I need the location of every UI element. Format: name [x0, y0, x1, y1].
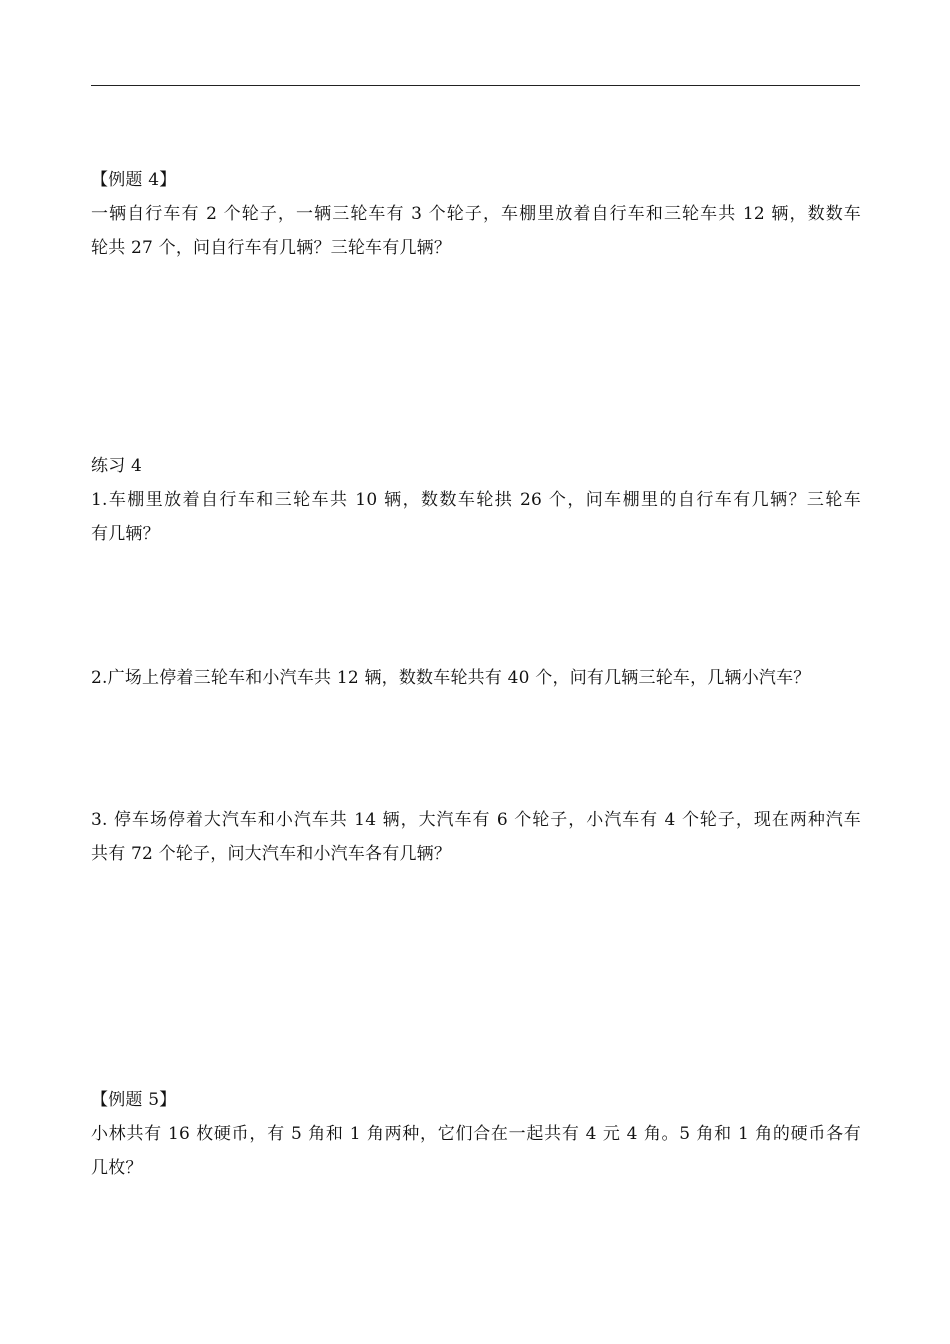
header-rule [91, 85, 860, 86]
example-4-text-line-1: 一辆自行车有 2 个轮子，一辆三轮车有 3 个轮子，车棚里放着自行车和三轮车共 12 辆，数数车 [91, 204, 861, 224]
practice-4-question-1-line-2: 有几辆？ [91, 524, 160, 544]
example-5-text-line-1: 小林共有 16 枚硬币，有 5 角和 1 角两种，它们合在一起共有 4 元 4 角。5 角和 1 角的硬币各有 [91, 1124, 861, 1144]
example-5-section [91, 1083, 861, 1185]
practice-4-question-3-line-1: 3. 停车场停着大汽车和小汽车共 14 辆，大汽车有 6 个轮子，小汽车有 4 个轮子，现在两种汽车 [91, 810, 861, 830]
example-4-section [91, 163, 861, 265]
example-5-title: 【例题 5】 [91, 1090, 177, 1110]
example-4-title: 【例题 4】 [91, 170, 177, 190]
practice-4-question-1-line-1: 1.车棚里放着自行车和三轮车共 10 辆，数数车轮拱 26 个，问车棚里的自行车有几辆？三轮车 [91, 490, 861, 510]
practice-4-question-3-line-2: 共有 72 个轮子，问大汽车和小汽车各有几辆？ [91, 844, 452, 864]
practice-4-question-3 [91, 803, 861, 871]
practice-4-question-2-line-1: 2.广场上停着三轮车和小汽车共 12 辆，数数车轮共有 40 个，问有几辆三轮车，几辆小汽车？ [91, 668, 811, 688]
practice-4-question-2 [91, 661, 861, 695]
practice-4-section [91, 449, 861, 551]
example-4-text-line-2: 轮共 27 个，问自行车有几辆？三轮车有几辆？ [91, 238, 452, 258]
practice-4-title: 练习 4 [91, 456, 143, 476]
example-5-text-line-2: 几枚？ [91, 1158, 143, 1178]
